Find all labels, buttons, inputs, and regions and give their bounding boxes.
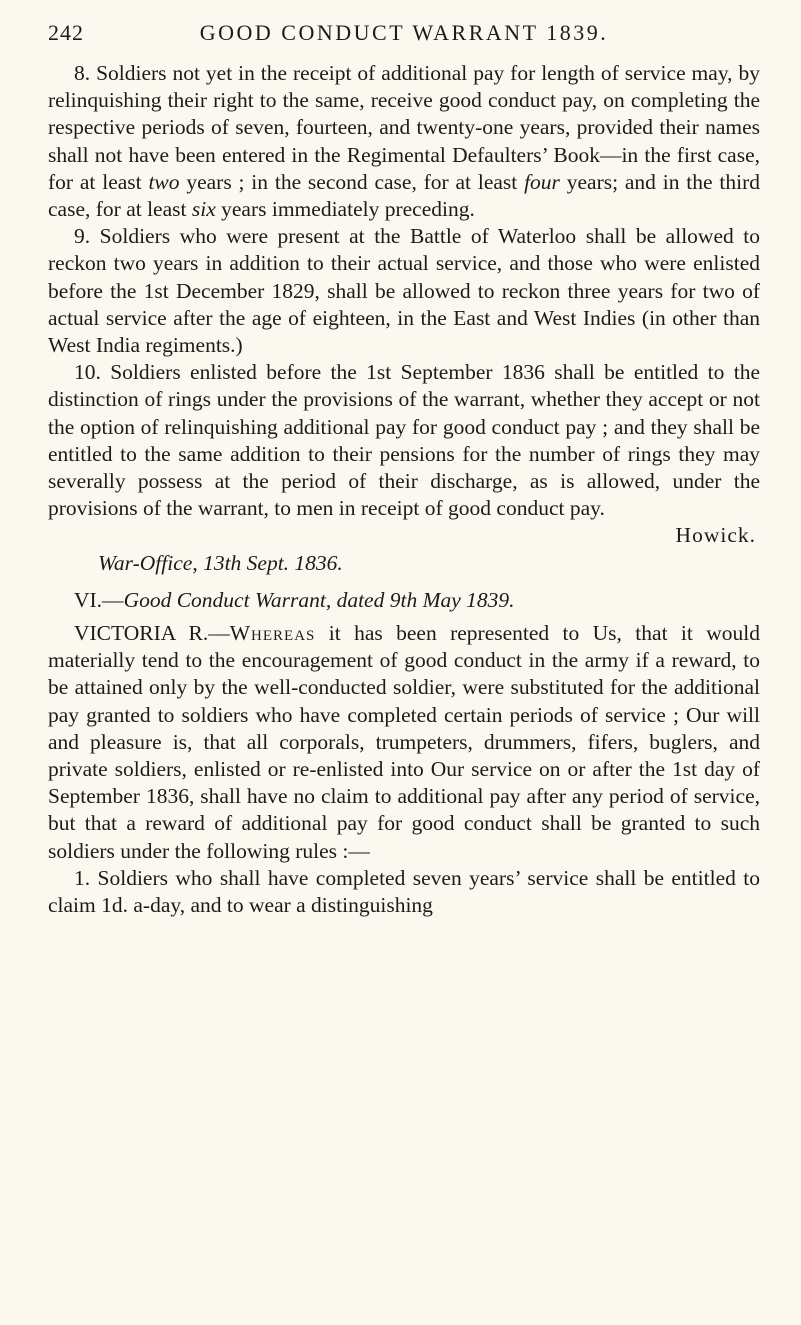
section-number: VI.— [74, 587, 124, 612]
section-heading [48, 587, 760, 614]
preamble-paragraph: VICTORIA R.—Whereas it has been represented to Us, that it would materially tend to the encouragement of good conduct in the army if a reward, to be attained only by the well-conducted soldier, were substituted for the additional pay granted to soldiers who have completed certain periods of service ; Our will and pleasure is, that all corporals, trumpeters, drummers, fifers, buglers, and private soldiers, enlisted or re-enlisted into Our service on or after the 1st day of September 1836, shall have no claim to additional pay after any period of service, but that a reward of additional pay for good conduct shall be granted to such soldiers under the following rules :— [48, 621, 760, 863]
section-title: Good Conduct Warrant, dated 9th May 1839. [123, 587, 515, 612]
preamble-lead: VICTORIA R.— [74, 621, 230, 646]
dateline: War-Office, 13th Sept. 1836. [98, 550, 343, 575]
paragraph-10: 10. Soldiers enlisted before the 1st September 1836 shall be entitled to the distinction of rings under the provisions of the warrant, whether they accept or not the option of relinquishing additional pay for good conduct pay ; and they shall be entitled to the same addition to their pensions for the number of rings they may severally possess at the period of their discharge, as is allowed, under the provisions of the warrant, to men in receipt of good conduct pay. [48, 360, 760, 521]
paragraph-8: 8. Soldiers not yet in the receipt of additional pay for length of service may, by relinquishing their right to the same, receive good conduct pay, on completing the respective periods of seven, fourteen, and twenty-one years, provided their names shall not have been entered in the Regimental Defaulters’ Book—in the first case, for at least two years ; in the second case, for at least four years; and in the third case, for at least six years immediately preceding. [48, 61, 760, 222]
running-header [48, 20, 760, 54]
page-number: 242 [48, 20, 84, 45]
whereas: Whereas [229, 621, 316, 646]
running-title: GOOD CONDUCT WARRANT 1839. [199, 20, 609, 45]
signature: Howick. [675, 523, 756, 548]
page-body [48, 60, 760, 919]
paragraph-9: 9. Soldiers who were present at the Battle of Waterloo shall be allowed to reckon two years in addition to their actual service, and those who were enlisted before the 1st December 1829, shall be allowed to reckon three years for two of actual service after the age of eighteen, in the East and West Indies (in other than West India regiments.) [48, 224, 760, 358]
rule-1: 1. Soldiers who shall have completed seven years’ service shall be entitled to claim 1d. a-day, and to wear a distinguishing [48, 865, 760, 918]
